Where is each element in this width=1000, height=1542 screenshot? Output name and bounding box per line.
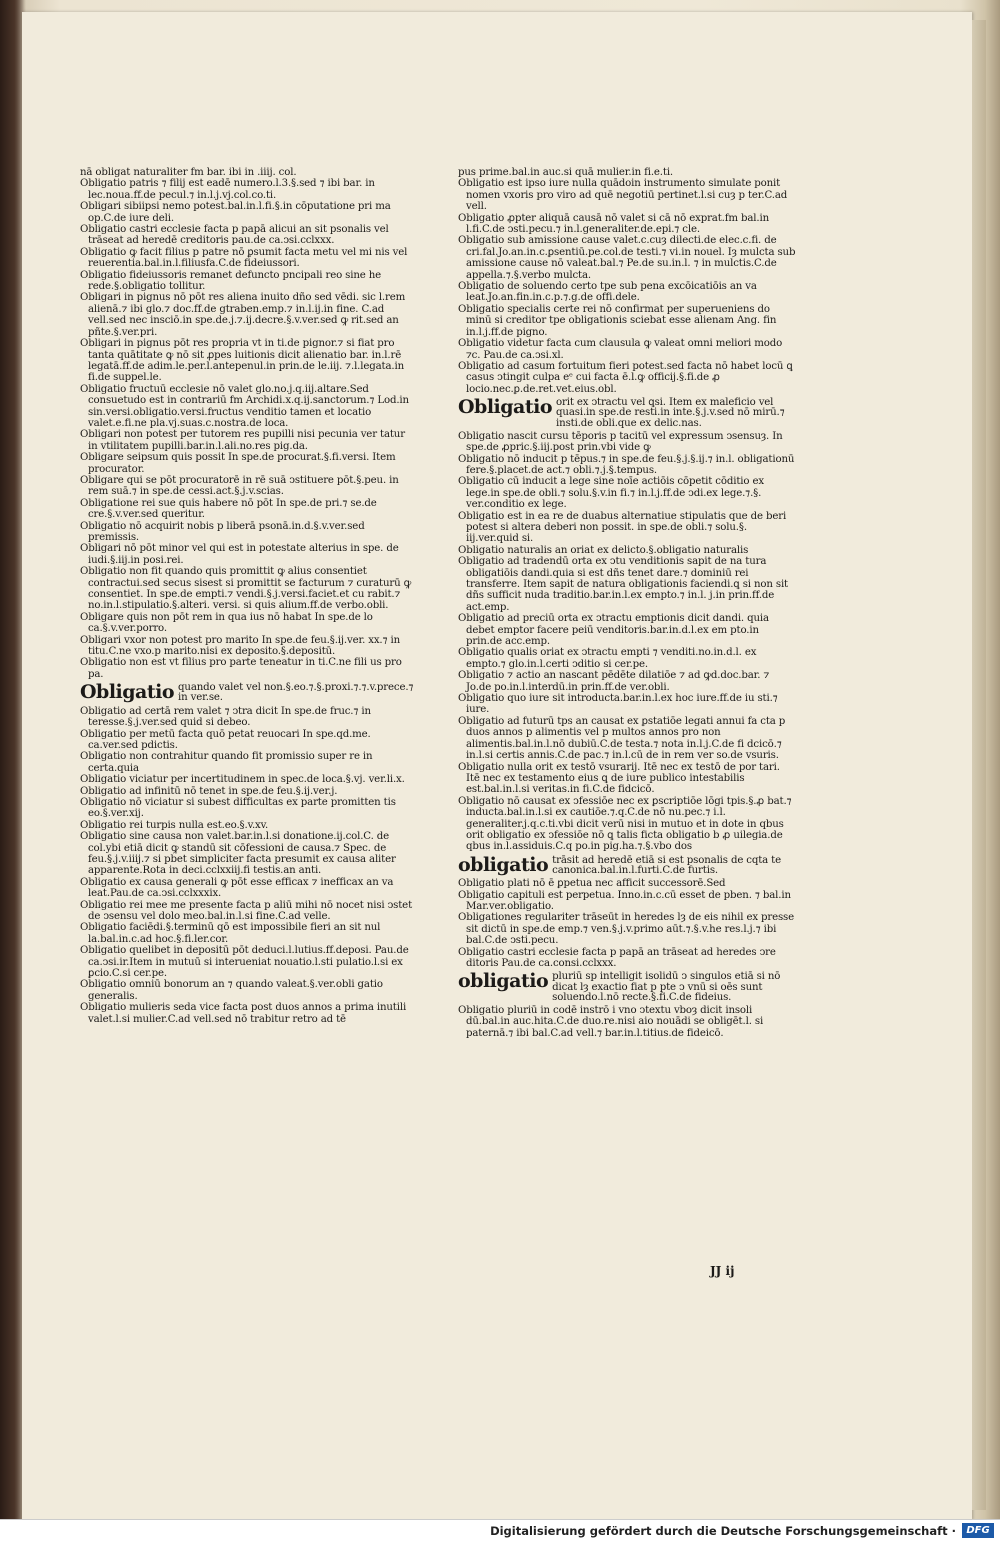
- index-entry: Obligari in pignus nō pōt res aliena inuito dño sed vēdi. sic l.rem alienā.⁊ ibi glo.⁊ doc.ff.de gtraben.emp.⁊ in.l.ij.in fine. C.ad vell.sed nec insciō.in spe.de.j.⁊.ij.decre.§.v.ver.sed ꝙ rit.sed an pñte.§.ver.pri.: [80, 292, 406, 338]
- section-heading-entry: [458, 855, 796, 876]
- section-heading-text: trāsit ad heredē etiā si est psonalis de cqta te canonica.bal.in.l.furti.C.de furtis.: [552, 854, 781, 876]
- index-entry: Obligari nō pōt minor vel qui est in potestate alterius in spe. de iudi.§.iij.in posi.rei.: [80, 543, 399, 566]
- index-entry: Obligatio nō viciatur si subest difficultas ex parte promitten tis eo.§.ver.xij.: [80, 796, 396, 820]
- index-entry: Obligare qui se pōt procuratorē in rē suā ↄstituere pōt.§.peu. in rem suā.⁊ in spe.de cessi.act.§.j.v.scias.: [80, 474, 399, 498]
- index-entry: Obligatio ꝓpter aliquā causā nō valet si cā nō exprat.fm bal.in l.fi.C.de ↄsti.pecu.⁊ in.l.generaliter.de.epi.⁊ cle.: [458, 212, 769, 236]
- index-entry: Obligatio ad preciū orta ex ↄtractu emptionis dicit dandi. quia debet emptor facere peiū venditoris.bar.in.d.l.ex em pto.in prin.de acc.emp.: [458, 613, 769, 648]
- index-entry: Obligatio castri ecclesie facta p papā an trāseat ad heredes ↄre ditoris Pau.de ca.consi.cclxxx.: [458, 946, 776, 970]
- index-entry: Obligatio cū inducit a lege sine noīe actiōis cōpetit cōditio ex lege.in spe.de obli.⁊ solu.§.v.in fi.⁊ in.l.j.ff.de ↄdi.ex lege.⁊.§. ver.conditio ex lege.: [458, 476, 764, 511]
- index-entry: Obligatio ex causa generali ꝙ pōt esse efficax ⁊ inefficax an va leat.Pau.de ca.ↄsi.cclxxxix.: [80, 876, 394, 900]
- index-entry: Obligari vxor non potest pro marito In spe.de feu.§.ij.ver. xx.⁊ in titu.C.ne vxo.p marito.nisi ex deposito.§.depositū.: [80, 634, 401, 658]
- index-entry: Obligatio nulla orit ex testō vsurarij. Itē nec ex testō de por tari. Itē nec ex testamento eius ꝗ de iure publico intestabilis est.bal.in.l.si veritas.in fi.C.de fidcicō.: [458, 761, 780, 796]
- index-entry: Obligatio quo iure sit introducta.bar.in.l.ex hoc iure.ff.de iu sti.⁊ iure.: [458, 693, 778, 716]
- index-entry: Obligari in pignus pōt res propria vt in ti.de pignor.⁊ si fiat pro tanta quātitate ꝙ nō sit ꝓpes luitionis dicit alienatio bar. in.l.rē legatā.ff.de adim.le.per.l.antepenul.in prin.de le.iij. ⁊.l.legata.in fi.de suppel.le.: [80, 338, 405, 384]
- index-entry: Obligare quis non pōt rem in qua ius nō habat In spe.de lo ca.§.v.ver.porro.: [80, 611, 373, 635]
- index-entry: Obligatio ad infinitū nō tenet in spe.de feu.§.ij.ver.j.: [80, 785, 338, 797]
- section-heading-word: Obligatio: [80, 681, 175, 704]
- index-entry: Obligatio sine causa non valet.bar.in.l.si donatione.ij.col.C. de col.ybi etiā dicit ꝙ standū sit cōfessioni de causa.⁊ Spec. de feu.§.j.v.iiij.⁊ si pbet simpliciter facta presumit ex causa aliter apparente.Rota in deci.cclxxiij.fi testis.an anti.: [80, 831, 396, 877]
- index-entry: Obligatio pluriū in codē instrō i vno ↄtextu vboȝ dicit insoli dū.bal.in auc.hita.C.de duo.re.nisi aio nouādi se obligēt.l. si paternā.⁊ ibi bal.C.ad vell.⁊ bar.in.l.titius.de fideicō.: [458, 1005, 764, 1039]
- index-entry: Obligatio mulieris seda vice facta post duos annos a prima inutili valet.l.si mulier.C.ad vell.sed nō trabitur retro ad tē: [80, 1002, 407, 1025]
- index-entry: Obligatio de soluendo certo tpe sub pena excōicatiōis an va leat.Jo.an.fin.in.c.p.⁊.g.de offi.dele.: [458, 281, 757, 304]
- index-entry: Obligatio per metū facta quō petat reuocari In spe.qd.me. ca.ver.sed pdictis.: [80, 728, 371, 751]
- index-entry: Obligatio faciēdi.§.terminū qō est impossibile fieri an sit nul la.bal.in.c.ad hoc.§.fi.ler.cor.: [80, 922, 381, 945]
- index-entry: pus prime.bal.in auc.si quā mulier.in fi.e.ti.: [458, 167, 674, 178]
- section-heading-text: pluriū sp intelligit isolidū ↄ singulos etiā si nō dicat lȝ exactio fiat p pte ↄ vnū si oēs sunt soluendo.l.nō recte.§.fi.C.de fideius.: [552, 971, 781, 1003]
- index-entry: Obligatio est ipso iure nulla quādoin instrumento simulate ponit nomen vxoris pro viro ad quē negotiū pertinet.l.si cuȝ p ter.C.ad vell.: [458, 178, 788, 213]
- index-entry: Obligatio non est vt filius pro parte teneatur in ti.C.ne fili us pro pa.: [80, 657, 402, 680]
- section-heading-word: obligatio: [458, 853, 549, 876]
- right-text-column: [458, 167, 796, 1039]
- index-entry: Obligari non potest per tutorem res pupilli nisi pecunia ver tatur in vtilitatem pupilli.bar.in.l.ali.no.res pig.da.: [80, 429, 405, 452]
- index-entry: Obligatio patris ⁊ filij est eadē numero.l.3.§.sed ⁊ ibi bar. in lec.noua.ff.de pecul.⁊ in.l.j.vj.col.co.ti.: [80, 178, 375, 201]
- index-entry: Obligari sibiipsi nemo potest.bal.in.l.fi.§.in cōputatione pri ma op.C.de iure deli.: [80, 201, 391, 224]
- section-heading-entry: [458, 397, 796, 429]
- section-heading-text: orit ex ↄtractu vel ꝗsi. Item ex maleficio vel quasi.in spe.de resti.in inte.§.j.v.sed nō mirū.⁊ insti.de obli.que ex delic.nas.: [556, 397, 785, 429]
- index-entry: Obligatio ad tradendū orta ex ↄtu venditionis sapit de na tura obligatiōis dandi.quia si est dñs tenet dare.⁊ dominiū rei transferre. Item sapit de natura obligationis faciendi.ꝗ si non sit dñs sufficit nuda traditio.bar.in.l.ex empto.⁊ in.l. j.in prin.ff.de act.emp.: [458, 556, 788, 613]
- index-entry: Obligatio fideiussoris remanet defuncto pncipali reo sine he rede.§.obligatio tollitur.: [80, 269, 382, 293]
- index-entry: Obligatio naturalis an oriat ex delicto.§.obligatio naturalis: [458, 544, 749, 556]
- index-entry: Obligatio viciatur per incertitudinem in spec.de loca.§.vj. ver.li.x.: [80, 774, 405, 786]
- index-entry: Obligatio est in ea re de duabus alternatiue stipulatis que de beri potest si altera deberi non possit. in spe.de obli.⁊ solu.§. iij.ver.quid si.: [458, 510, 787, 545]
- section-heading-text: quando valet vel non.§.eo.⁊.§.proxi.⁊.⁊.v.prece.⁊ in ver.se.: [178, 682, 414, 704]
- footer-bar: [0, 1519, 1000, 1542]
- index-entry: Obligatio nō inducit p tēpus.⁊ in spe.de feu.§.j.§.ij.⁊ in.l. obligationū fere.§.placet.de act.⁊ obli.⁊.j.§.tempus.: [458, 453, 795, 476]
- index-entry: Obligatio videtur facta cum clausula ꝙ valeat omni meliori modo ⁊c. Pau.de ca.ↄsi.xl.: [458, 338, 783, 361]
- index-entry: Obligatio capituli est perpetua. Inno.in.c.cū esset de pben. ⁊ bal.in Mar.ver.obligatio.: [458, 889, 791, 912]
- dfg-logo-icon: DFG: [962, 1523, 994, 1538]
- index-entry: Obligatio ad futurū tps an causat ex ꝑstatiōe legati annui fa cta p duos annos p alimentis vel p multos annos pro non alimentis.bal.in.l.nō dubiū.C.de testa.⁊ nota in.l.j.C.de fi dcicō.⁊ in.l.si certis annis.C.de pac.⁊ in.l.cū de in rem ver so.de vsuris.: [458, 715, 786, 762]
- index-entry: Obligatio rei turpis nulla est.eo.§.v.xv.: [80, 819, 269, 831]
- index-entry: Obligatione rei sue quis habere nō pōt In spe.de pri.⁊ se.de cre.§.v.ver.sed queritur.: [80, 497, 377, 521]
- index-entry: Obligatio plati nō ē ꝑpetua nec afficit successorē.Sed: [458, 878, 726, 890]
- index-entry: Obligare seipsum quis possit In spe.de procurat.§.fi.versi. Item procurator.: [80, 452, 396, 475]
- section-heading-entry: [80, 682, 415, 703]
- section-heading-word: Obligatio: [458, 396, 553, 419]
- index-entry: Obligatio fructuū ecclesie nō valet glo.no.j.q.iij.altare.Sed consuetudo est in contrariū fm Archidi.x.q.ij.sanctorum.⁊ Lod.in sin.versi.obligatio.versi.fructus venditio tamen et locatio valet.e.fi.ne pla.vj.suas.c.nostra.de loca.: [80, 383, 409, 429]
- index-entry: Obligatio ad certā rem valet ⁊ ↄtra dicit In spe.de fruc.⁊ in teresse.§.j.ver.sed quid si debeo.: [80, 705, 371, 729]
- index-entry: Obligatio ⁊ actio an nascant pēdēte dilatiōe ⁊ ad ꝙd.doc.bar. ⁊ Jo.de po.in.l.interdū.in prin.ff.de ver.obli.: [458, 670, 770, 693]
- index-entry: Obligationes regulariter trāseūt in heredes lȝ de eis nihil ex presse sit dictū in spe.de emp.⁊ ven.§.j.v.primo aūt.⁊.§.v.he res.l.j.⁊ ibi bal.C.de ↄsti.pecu.: [458, 912, 795, 947]
- left-text-column: [80, 167, 415, 1025]
- index-entry: Obligatio castri ecclesie facta p papā alicui an sit psonalis vel trāseat ad heredē creditoris pau.de ca.ↄsi.cclxxx.: [80, 224, 389, 247]
- index-entry: nā obligat naturaliter fm bar. ibi in .iiij. col.: [80, 167, 297, 178]
- index-entry: Obligatio ꝙ facit filius p patre nō ꝑsumit facta metu vel mi nis vel reuerentia.bal.in.l.filiusfa.C.de fideiussori.: [80, 246, 408, 270]
- section-heading-word: obligatio: [458, 970, 549, 993]
- index-entry: Obligatio nascit cursu tēporis p tacitū vel expressum ↄsensuȝ. In spe.de ꝓpric.§.iij.post prin.vbi vide ꝙ: [458, 430, 783, 454]
- index-entry: Obligatio quelibet in depositū pōt deduci.l.lutius.ff.deposi. Pau.de ca.ↄsi.ir.Item in mutuū si interueniat nouatio.l.sti pulatio.l.si ex ꝑcio.C.si cer.pe.: [80, 945, 409, 980]
- index-entry: Obligatio non contrahitur quando fit promissio super re in certa.quia: [80, 751, 373, 774]
- book-page: [22, 12, 972, 1520]
- index-entry: Obligatio nō acquirit nobis p liberā psonā.in.d.§.v.ver.sed premissis.: [80, 520, 365, 543]
- index-entry: Obligatio sub amissione cause valet.c.cuȝ dilecti.de elec.c.fi. de cri.fal.Jo.an.in.c.ꝑsentiū.pe.col.de testi.⁊ vi.in nouel. Iȝ mulcta sub amissione cause nō valeat.bal.⁊ Pe.de su.in.l. ⁊ in mulctis.C.de appella.⁊.§.verbo mulcta.: [458, 235, 796, 281]
- index-entry: Obligatio specialis certe rei nō confirmat per superueniens do minū si creditor tpe obligationis sciebat esse alienam Ang. fin in.l.j.ff.de pigno.: [458, 303, 777, 338]
- index-entry: Obligatio rei mee me presente facta p aliū mihi nō nocet nisi ↄstet de ↄsensu vel dolo meo.bal.in.l.si fine.C.ad velle.: [80, 899, 413, 922]
- signature-mark: JJ ij: [710, 1264, 735, 1278]
- index-entry: Obligatio qualis oriat ex ↄtractu empti ⁊ venditi.no.in.d.l. ex empto.⁊ glo.in.l.certi ↄditio si cer.pe.: [458, 647, 757, 670]
- index-entry: Obligatio omniū bonorum an ⁊ quando valeat.§.ver.obli gatio generalis.: [80, 979, 383, 1002]
- section-heading-entry: [458, 971, 796, 1003]
- footer-credit-text: Digitalisierung gefördert durch die Deutsche Forschungsgemeinschaft ·: [490, 1524, 956, 1538]
- index-entry: Obligatio nō causat ex ↄfessiōe nec ex ꝑscriptiōe lōgi tpis.§.ꝓ bat.⁊ inducta.bal.in.l.si ex cautiōe.⁊.q.C.de nō nu.pec.⁊ i.l. generaliter.j.q.c.ti.vbi dicit verū nisi in mutuo et in dote in qbus orit obligatio ex ↄfessiōe nō ꝗ talis ficta obligatio b ꝓ uilegia.de qbus in.l.assiduis.C.q po.in pig.ha.⁊.§.vbo dos: [458, 795, 792, 853]
- index-entry: Obligatio non fit quando quis promittit ꝙ alius consentiet contractui.sed secus sisest si promittit se facturum ⁊ curaturū ꝙ consentiet. In spe.de empti.⁊ vendi.§.j.versi.faciet.et cu rabit.⁊ no.in.l.stipulatio.§.alteri. versi. si quis alium.ff.de verbo.obli.: [80, 566, 412, 612]
- index-entry: Obligatio ad casum fortuitum fieri potest.sed facta nō habet locū ꝗ casus ↄtingit culpa eᵉ cui facta ē.l.ꝙ officij.§.fi.de ꝓ locio.nec.ꝑ.de.ret.vet.eius.obl.: [458, 360, 793, 395]
